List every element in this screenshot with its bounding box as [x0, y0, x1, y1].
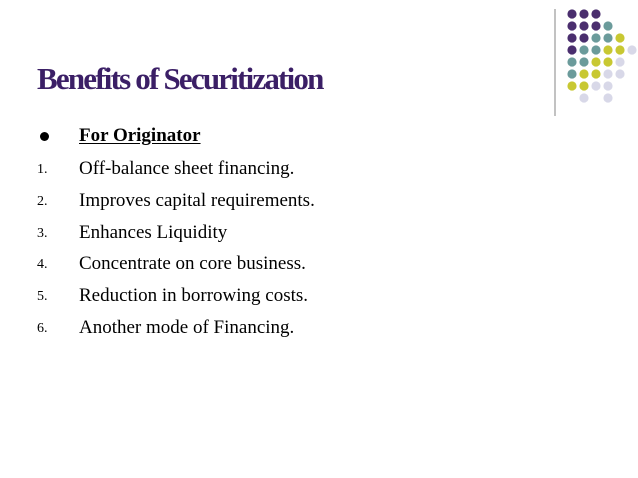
list-item-number: 2. [37, 193, 48, 209]
decorative-dot [579, 57, 588, 66]
decorative-dot [591, 69, 600, 78]
decorative-dot [579, 69, 588, 78]
list-item-text: Off-balance sheet financing. [79, 158, 295, 179]
decorative-dot [579, 45, 588, 54]
bullet-dot-icon [40, 132, 49, 141]
decorative-dot [615, 45, 624, 54]
decorative-dot [603, 69, 612, 78]
decorative-dot [603, 21, 612, 30]
decorative-dot [615, 33, 624, 42]
decorative-dot [591, 33, 600, 42]
decorative-dot [591, 57, 600, 66]
list-item-number: 3. [37, 225, 48, 241]
list-item-text: Improves capital requirements. [79, 189, 315, 211]
decorative-dot [603, 33, 612, 42]
decorative-dot [567, 57, 576, 66]
decorative-dot [579, 81, 588, 90]
list-item-number: 4. [37, 257, 48, 273]
decorative-dot [579, 21, 588, 30]
decorative-dot [591, 9, 600, 18]
decorative-dot [567, 45, 576, 54]
decorative-dot [615, 57, 624, 66]
list-item-number: 6. [37, 320, 48, 336]
decorative-dot [603, 81, 612, 90]
list-item-number: 5. [37, 289, 48, 305]
decorative-dot [579, 9, 588, 18]
decorative-dot [591, 45, 600, 54]
list-item-text: Concentrate on core business. [79, 253, 306, 275]
decorative-dot [579, 33, 588, 42]
decorative-dot [567, 33, 576, 42]
decorative-dot [567, 9, 576, 18]
decorative-dot [567, 69, 576, 78]
decorative-dot [567, 81, 576, 90]
slide-title: Benefits of Securitization [37, 61, 323, 96]
bullet-item [37, 122, 201, 150]
decorative-dot [603, 45, 612, 54]
list-item-number: 1. [37, 162, 48, 177]
bullet-label: For Originator [79, 125, 201, 146]
decorative-dot [591, 21, 600, 30]
decorative-dot [579, 93, 588, 102]
decorative-dot [591, 81, 600, 90]
list-item-text: Another mode of Financing. [79, 316, 295, 338]
decorative-dot [627, 45, 636, 54]
list-item-text: Enhances Liquidity [79, 221, 228, 243]
decorative-dot [603, 93, 612, 102]
list-item-text: Reduction in borrowing costs. [79, 285, 309, 307]
decorative-dot [603, 57, 612, 66]
decorative-dot [567, 21, 576, 30]
decorative-dot [615, 69, 624, 78]
